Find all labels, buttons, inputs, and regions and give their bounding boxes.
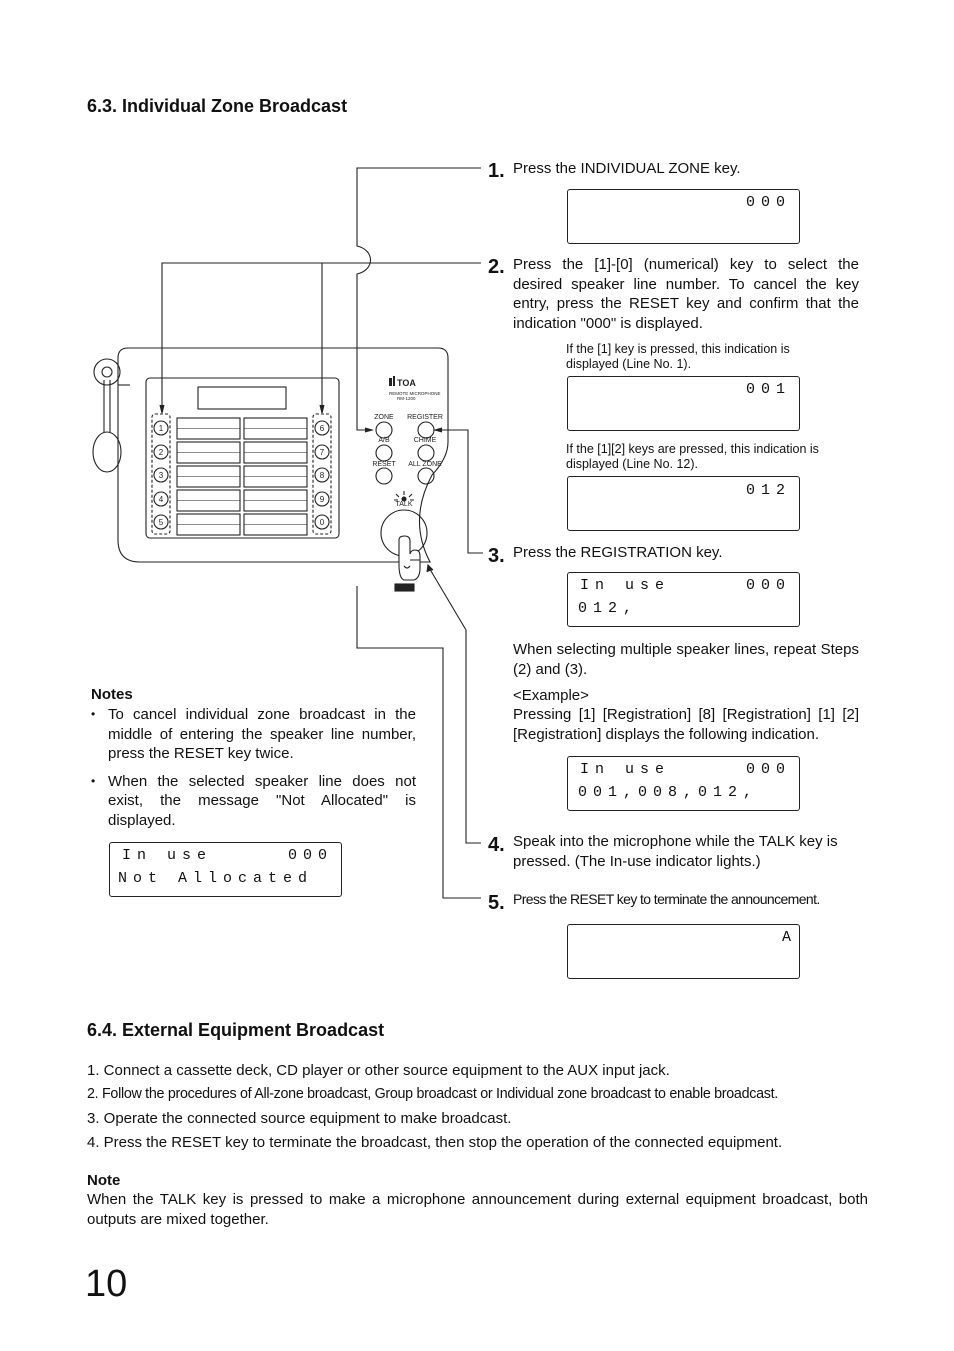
step-2-number: 2. <box>488 256 505 278</box>
display-example: In use 000 001,008,012, <box>567 756 800 811</box>
step-5-text: Press the RESET key to terminate the announcement. <box>513 891 820 907</box>
note-item: • When the selected speaker line does not exist, the message "Not Allocated" is displayed. <box>91 772 416 831</box>
num-key-7: 7 <box>319 448 325 457</box>
step-2-text: Press the [1]-[0] (numerical) key to select the desired speaker line number. To cancel the key entry, press the RESET key and confirm that the indication "000" is displayed. <box>513 256 859 332</box>
num-key-3: 3 <box>158 471 164 480</box>
page-number: 10 <box>85 1263 128 1305</box>
num-key-1: 1 <box>158 424 164 433</box>
step-4-text: Speak into the microphone while the TALK key is pressed. (The In-use indicator lights.) <box>513 833 838 870</box>
num-key-9: 9 <box>319 495 325 504</box>
display-not-allocated: In use 000 Not Allocated <box>109 842 342 897</box>
zone-label-strips <box>177 418 307 535</box>
leader-line-step4 <box>428 566 481 843</box>
caption-line-1: If the [1] key is pressed, this indication is displayed (Line No. 1). <box>566 342 790 371</box>
notes-list <box>91 705 416 838</box>
reset-key-label: RESET <box>372 461 396 468</box>
display-reset: A <box>567 924 800 979</box>
display-line-1: 001 <box>567 376 800 431</box>
external-step: 3. Operate the connected source equipment to make broadcast. <box>87 1110 512 1127</box>
repeat-instruction: When selecting multiple speaker lines, repeat Steps (2) and (3). <box>513 641 859 678</box>
display-registration: In use 000 012, <box>567 572 800 627</box>
section-6-4-title: 6.4. External Equipment Broadcast <box>87 1020 385 1040</box>
step-1-number: 1. <box>488 160 505 182</box>
external-step: 4. Press the RESET key to terminate the broadcast, then stop the operation of the connected equipment. <box>87 1134 783 1151</box>
leader-line-step3 <box>435 430 483 553</box>
talk-key-label: TALK <box>395 501 413 508</box>
model-line-1: REMOTE MICROPHONE <box>389 391 441 396</box>
chime-key <box>418 445 434 461</box>
num-key-4: 4 <box>158 495 164 504</box>
note-heading: Note <box>87 1172 121 1189</box>
finger-icon <box>399 536 420 580</box>
num-key-0: 0 <box>319 518 325 527</box>
step-3-number: 3. <box>488 545 505 567</box>
section-6-3-title: 6.3. Individual Zone Broadcast <box>87 96 348 116</box>
register-key <box>418 422 434 438</box>
step-3-text: Press the REGISTRATION key. <box>513 544 723 561</box>
example-text: Pressing [1] [Registration] [8] [Registration] [1] [2] [Registration] displays the following indication. <box>513 706 859 743</box>
display-line-12: 012 <box>567 476 800 531</box>
zone-key <box>376 422 392 438</box>
register-key-label: REGISTER <box>407 414 443 421</box>
zone-key-label: ZONE <box>374 414 394 421</box>
reset-key <box>376 468 392 484</box>
note-text: When the TALK key is pressed to make a microphone announcement during external equipment broadcast, both outputs are mixed together. <box>87 1191 868 1228</box>
caption-line-12: If the [1][2] keys are pressed, this indication is displayed (Line No. 12). <box>566 442 819 471</box>
num-key-2: 2 <box>158 448 164 457</box>
brand-text: TOA <box>397 378 416 388</box>
external-step: 2. Follow the procedures of All-zone broadcast, Group broadcast or Individual zone broadcast to enable broadcast. <box>87 1086 778 1102</box>
toa-logo <box>389 376 395 386</box>
example-label: <Example> <box>513 687 589 704</box>
step-4-number: 4. <box>488 834 505 856</box>
ab-key-label: A/B <box>378 437 390 444</box>
chime-key-label: CHIME <box>413 437 437 444</box>
step-1-text: Press the INDIVIDUAL ZONE key. <box>513 160 741 177</box>
all-zone-key-label: ALL ZONE <box>408 461 442 468</box>
num-key-6: 6 <box>319 424 325 433</box>
display-step1: 000 <box>567 189 800 244</box>
num-key-5: 5 <box>158 518 164 527</box>
ab-key <box>376 445 392 461</box>
num-key-8: 8 <box>319 471 325 480</box>
model-line-2: RM-1200 <box>397 396 416 401</box>
external-steps-list <box>87 1061 877 1157</box>
step-5-number: 5. <box>488 892 505 914</box>
notes-heading: Notes <box>91 686 133 703</box>
note-item: • To cancel individual zone broadcast in the middle of entering the speaker line number, press the RESET key twice. <box>91 705 416 764</box>
external-step: 1. Connect a cassette deck, CD player or other source equipment to the AUX input jack. <box>87 1062 670 1079</box>
